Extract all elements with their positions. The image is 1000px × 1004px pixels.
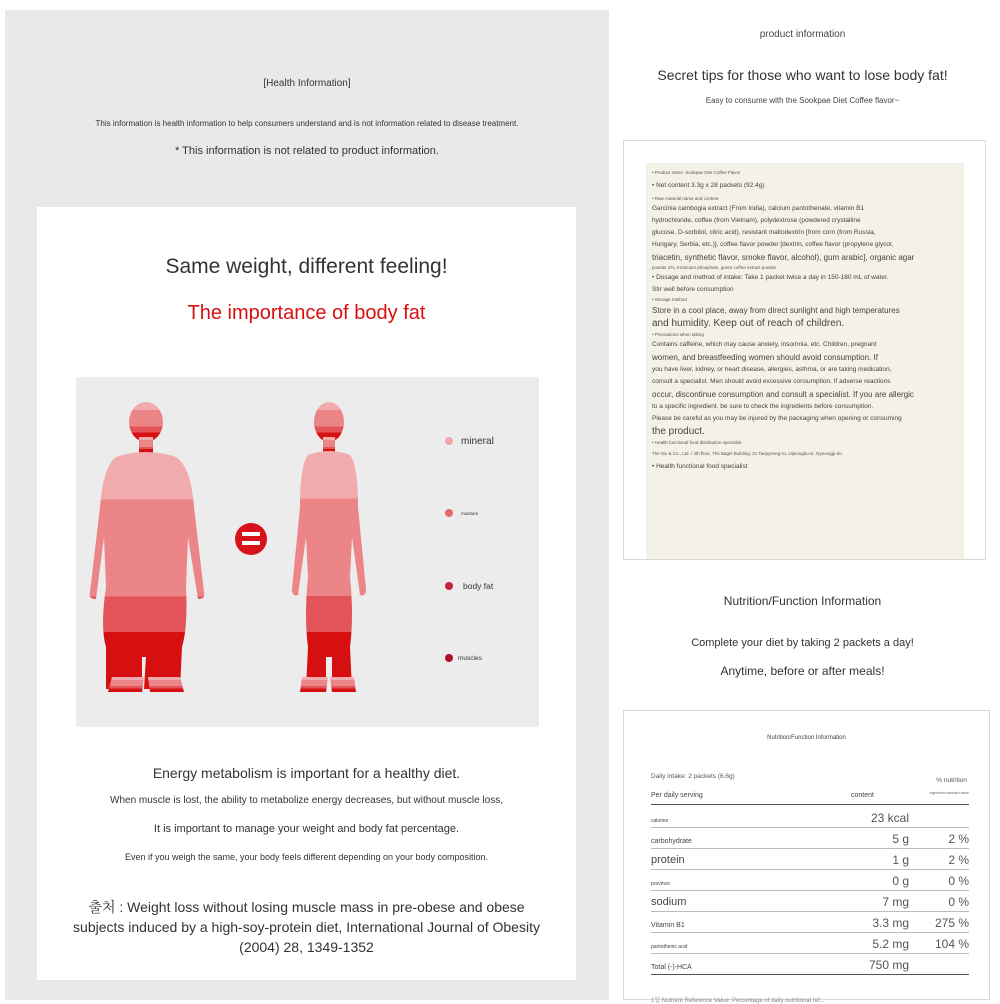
body-composition-figure — [76, 377, 539, 727]
pct-nutrition-header: % nutrition — [936, 777, 967, 784]
col-standard: Ingredient standard value — [929, 791, 969, 795]
nutrient-pct: 0 % — [948, 874, 969, 888]
health-info-note: * This information is not related to product information. — [175, 145, 439, 157]
figure-before — [90, 402, 205, 692]
table-row — [651, 828, 969, 849]
product-line: Contains caffeine, which may cause anxiety, insomnia, etc. Children, pregnant — [652, 341, 877, 348]
nutrient-content: 5 g — [892, 832, 909, 846]
table-row — [651, 891, 969, 912]
nutrient-pct: 2 % — [948, 832, 969, 846]
product-line: • Health functional food specialist — [652, 461, 958, 473]
product-line: consult a specialist. Men should avoid excessive consumption. If adverse reactions — [652, 378, 891, 385]
product-headline: Secret tips for those who want to lose body fat! — [657, 67, 948, 83]
health-info-title: [Health Information] — [263, 78, 351, 89]
product-line: • Raw material name and content — [652, 195, 958, 203]
product-line: Stir well before consumption — [652, 286, 734, 293]
legend-moisture — [445, 506, 478, 520]
product-line: to a specific ingredient, be sure to check the ingredients before consumption. — [652, 403, 874, 410]
product-label-content — [646, 163, 964, 559]
card-subheadline: The importance of body fat — [187, 302, 426, 324]
nutrition-section-title: Nutrition/Function Information — [723, 594, 882, 608]
table-row — [651, 849, 969, 870]
nutrient-name: protein — [651, 854, 685, 866]
mineral-dot — [445, 437, 453, 445]
legend-label: mineral — [461, 435, 494, 447]
nutrient-name: province — [651, 881, 670, 887]
product-line: hydrochloride, coffee (from Vietnam), polydextrose (powdered crystalline — [652, 217, 861, 224]
product-line: powder 2%, tricalcium phosphate, green coffee extract powder — [652, 265, 777, 270]
product-line: Hungary, Serbia, etc.)], coffee flavor powder [dextrin, coffee flavor (propylene glycol, — [652, 241, 894, 248]
product-line: • Health functional food distribution specialist — [652, 439, 958, 447]
legend-label: moisture — [461, 510, 479, 516]
nutrient-pct: 0 % — [948, 895, 969, 909]
moisture-dot — [445, 509, 453, 517]
nutrient-pct: 275 % — [934, 916, 969, 930]
product-subheadline: Easy to consume with the Sookpae Diet Coffee flavor~ — [705, 96, 900, 105]
health-info-text: This information is health information to help consumers understand and is not information related to disease treatment. — [95, 119, 519, 128]
legend-label: body fat — [463, 581, 494, 591]
body-fat-card — [37, 207, 576, 980]
nutrient-content: 750 mg — [868, 958, 909, 972]
product-line: • Product name: Sookpae Diet Coffee Flavor — [652, 169, 958, 177]
nutrient-content: 23 kcal — [870, 811, 909, 825]
energy-line-2: It is important to manage your weight and body fat percentage. — [153, 823, 460, 835]
energy-line-3: Even if you weigh the same, your body feels different depending on your body composition. — [124, 852, 489, 862]
nutrient-name: sodium — [651, 896, 687, 908]
product-info-column — [620, 0, 1000, 1004]
product-line: • Net content 3.3g x 28 packets (92.4g) — [652, 177, 958, 195]
nutrition-line-2: Anytime, before or after meals! — [720, 664, 885, 678]
nutrition-table-box — [623, 710, 990, 1004]
energy-title: Energy metabolism is important for a healthy diet. — [152, 765, 461, 781]
product-line: the product. — [652, 426, 705, 437]
nutrient-name: pantothenic acid — [651, 944, 688, 950]
daily-intake: Daily intake: 2 packets (6.6g) — [651, 773, 735, 780]
legend-body-fat — [445, 579, 493, 593]
product-line: women, and breastfeeding women should avoid consumption. If — [652, 353, 878, 362]
nutrition-footnote: 1일 Nutrient Reference Value: Percentage of daily nutritional ref... — [651, 998, 825, 1004]
product-line: Store in a cool place, away from direct sunlight and high temperatures — [652, 306, 900, 315]
product-line: • Precautions when taking — [652, 331, 958, 339]
nutrient-content: 3.3 mg — [872, 916, 909, 930]
nutrient-name: calories — [651, 818, 669, 824]
product-line: The Six & Co., Ltd. / 4th floor, The Bagel Building, 21 Taepyeong-ro, Uijeongbu-si, Gyeonggi-do — [652, 451, 842, 456]
table-row — [651, 912, 969, 933]
col-serving: Per daily serving — [651, 792, 703, 799]
product-line: • Storage method — [652, 296, 958, 304]
legend-mineral — [445, 434, 494, 448]
nutrition-rows — [651, 807, 969, 975]
nutrient-content: 7 mg — [882, 895, 909, 909]
product-line: triacetin, synthetic flavor, smoke flavor, alcohol), gum arabic], organic agar — [652, 253, 915, 262]
equals-circle-icon — [235, 523, 267, 555]
table-row — [651, 870, 969, 891]
table-row — [651, 807, 969, 828]
muscles-dot — [445, 654, 453, 662]
product-line: glucose, D-sorbitol, citric acid), resistant maltodextrin [from corn (from Russia, — [652, 229, 876, 236]
col-content: content — [851, 792, 874, 799]
body-fat-dot — [445, 582, 453, 590]
nutrient-content: 0 g — [892, 874, 909, 888]
product-line: Garcinia cambogia extract (From India), calcium pantothenate, vitamin B1 — [652, 205, 865, 212]
table-row — [651, 933, 969, 954]
product-line: occur, discontinue consumption and consult a specialist. If you are allergic — [652, 390, 914, 399]
legend-muscles — [445, 651, 482, 665]
product-line: • Dosage and method of intake: Take 1 packet twice a day in 150-180 mL of water. — [652, 272, 958, 284]
nutrient-pct: 2 % — [948, 853, 969, 867]
nutrient-pct: 104 % — [934, 937, 969, 951]
nutrient-content: 5.2 mg — [872, 937, 909, 951]
legend-label: muscles — [458, 654, 482, 662]
nutrient-name: Total (-)-HCA — [651, 964, 692, 971]
card-headline: Same weight, different feeling! — [165, 255, 448, 278]
nutrition-line-1: Complete your diet by taking 2 packets a day! — [691, 637, 914, 649]
product-info-title: product information — [759, 29, 846, 40]
nutrient-name: Vitamin B1 — [651, 922, 685, 929]
source-citation: 출처 : Weight loss without losing muscle mass in pre-obese and obese subjects induced by a high-soy-protein diet, International Journal of Obesity (2004) 28, 1349-1352 — [73, 899, 540, 955]
body-silhouettes — [76, 377, 539, 727]
product-line: Please be careful as you may be injured by the packaging when opening or consuming — [652, 415, 902, 422]
table-row — [651, 954, 969, 975]
product-line: you have liver, kidney, or heart disease, allergies, asthma, or are taking medication, — [652, 366, 892, 373]
product-line: and humidity. Keep out of reach of children. — [652, 318, 845, 329]
energy-line-1: When muscle is lost, the ability to metabolize energy decreases, but without muscle loss, — [110, 795, 503, 806]
nutrient-content: 1 g — [892, 853, 909, 867]
nutrition-table-header — [651, 789, 969, 805]
nutrition-table-title: Nutrition/Function Information — [767, 735, 846, 741]
nutrient-name: carbohydrate — [651, 838, 692, 845]
figure-after — [292, 402, 366, 692]
health-info-panel — [5, 10, 609, 1000]
product-label-box — [623, 140, 986, 560]
